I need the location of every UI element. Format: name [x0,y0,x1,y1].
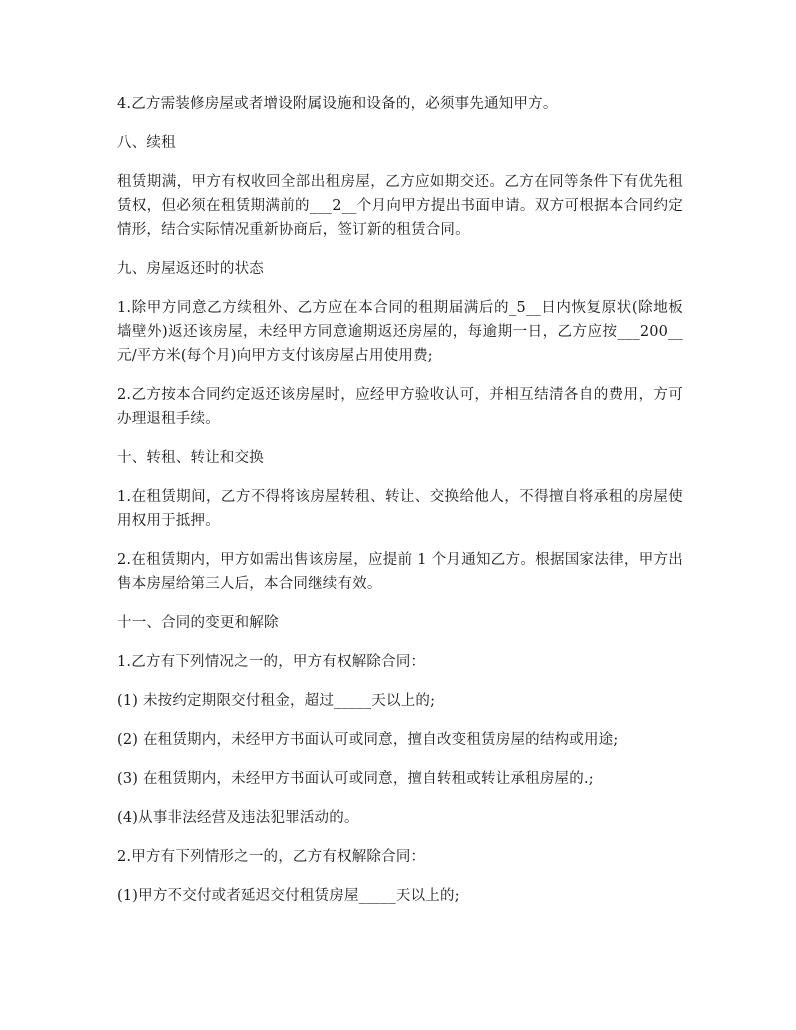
clause-renewal-text: 租赁期满，甲方有权收回全部出租房屋，乙方应如期交还。乙方在同等条件下有优先租赁权，但必须在租赁期满前的___2__个月向甲方提出书面申请。双方可根据本合同约定情形，结合实际情况重新协商后，签订新的租赁合同。 [117,174,683,238]
document-body [117,92,683,923]
clause-termination-1-item-1: (1) 未按约定期限交付租金，超过_____天以上的; [117,693,436,709]
clause-return-1: 1.除甲方同意乙方续租外、乙方应在本合同的租期届满后的_5__日内恢复原状(除地板墙壁外)返还该房屋，未经甲方同意逾期返还房屋的，每逾期一日，乙方应按___200__元/平方米(每个月)向甲方支付该房屋占用使用费; [117,300,683,364]
clause-termination-1-item-4: (4)从事非法经营及违法犯罪活动的。 [117,810,359,826]
clause-termination-1: 1.乙方有下列情况之一的，甲方有权解除合同： [117,654,426,670]
clause-termination-1-item-3: (3) 在租赁期内，未经甲方书面认可或同意，擅自转租或转让承租房屋的.; [117,771,594,787]
section-heading-renewal: 八、续租 [117,135,176,151]
clause-termination-2-item-1: (1)甲方不交付或者延迟交付租赁房屋_____天以上的; [117,888,460,904]
clause-termination-2: 2.甲方有下列情形之一的，乙方有权解除合同： [117,849,426,865]
section-heading-termination: 十一、合同的变更和解除 [117,615,279,631]
clause-termination-1-item-2: (2) 在租赁期内，未经甲方书面认可或同意，擅自改变租赁房屋的结构或用途; [117,732,619,748]
section-heading-sublease: 十、转租、转让和交换 [117,450,264,466]
clause-8-4-renovation-notice: 4.乙方需装修房屋或者增设附属设施和设备的，必须事先通知甲方。 [117,96,558,112]
section-heading-return-state: 九、房屋返还时的状态 [117,261,264,277]
clause-sublease-1: 1.在租赁期间，乙方不得将该房屋转租、转让、交换给他人，不得擅自将承租的房屋使用权用于抵押。 [117,489,683,529]
clause-return-2: 2.乙方按本合同约定返还该房屋时，应经甲方验收认可，并相互结清各自的费用，方可办理退租手续。 [117,387,683,427]
clause-sublease-2: 2.在租赁期内，甲方如需出售该房屋，应提前 1 个月通知乙方。根据国家法律，甲方出售本房屋给第三人后，本合同继续有效。 [117,552,683,592]
